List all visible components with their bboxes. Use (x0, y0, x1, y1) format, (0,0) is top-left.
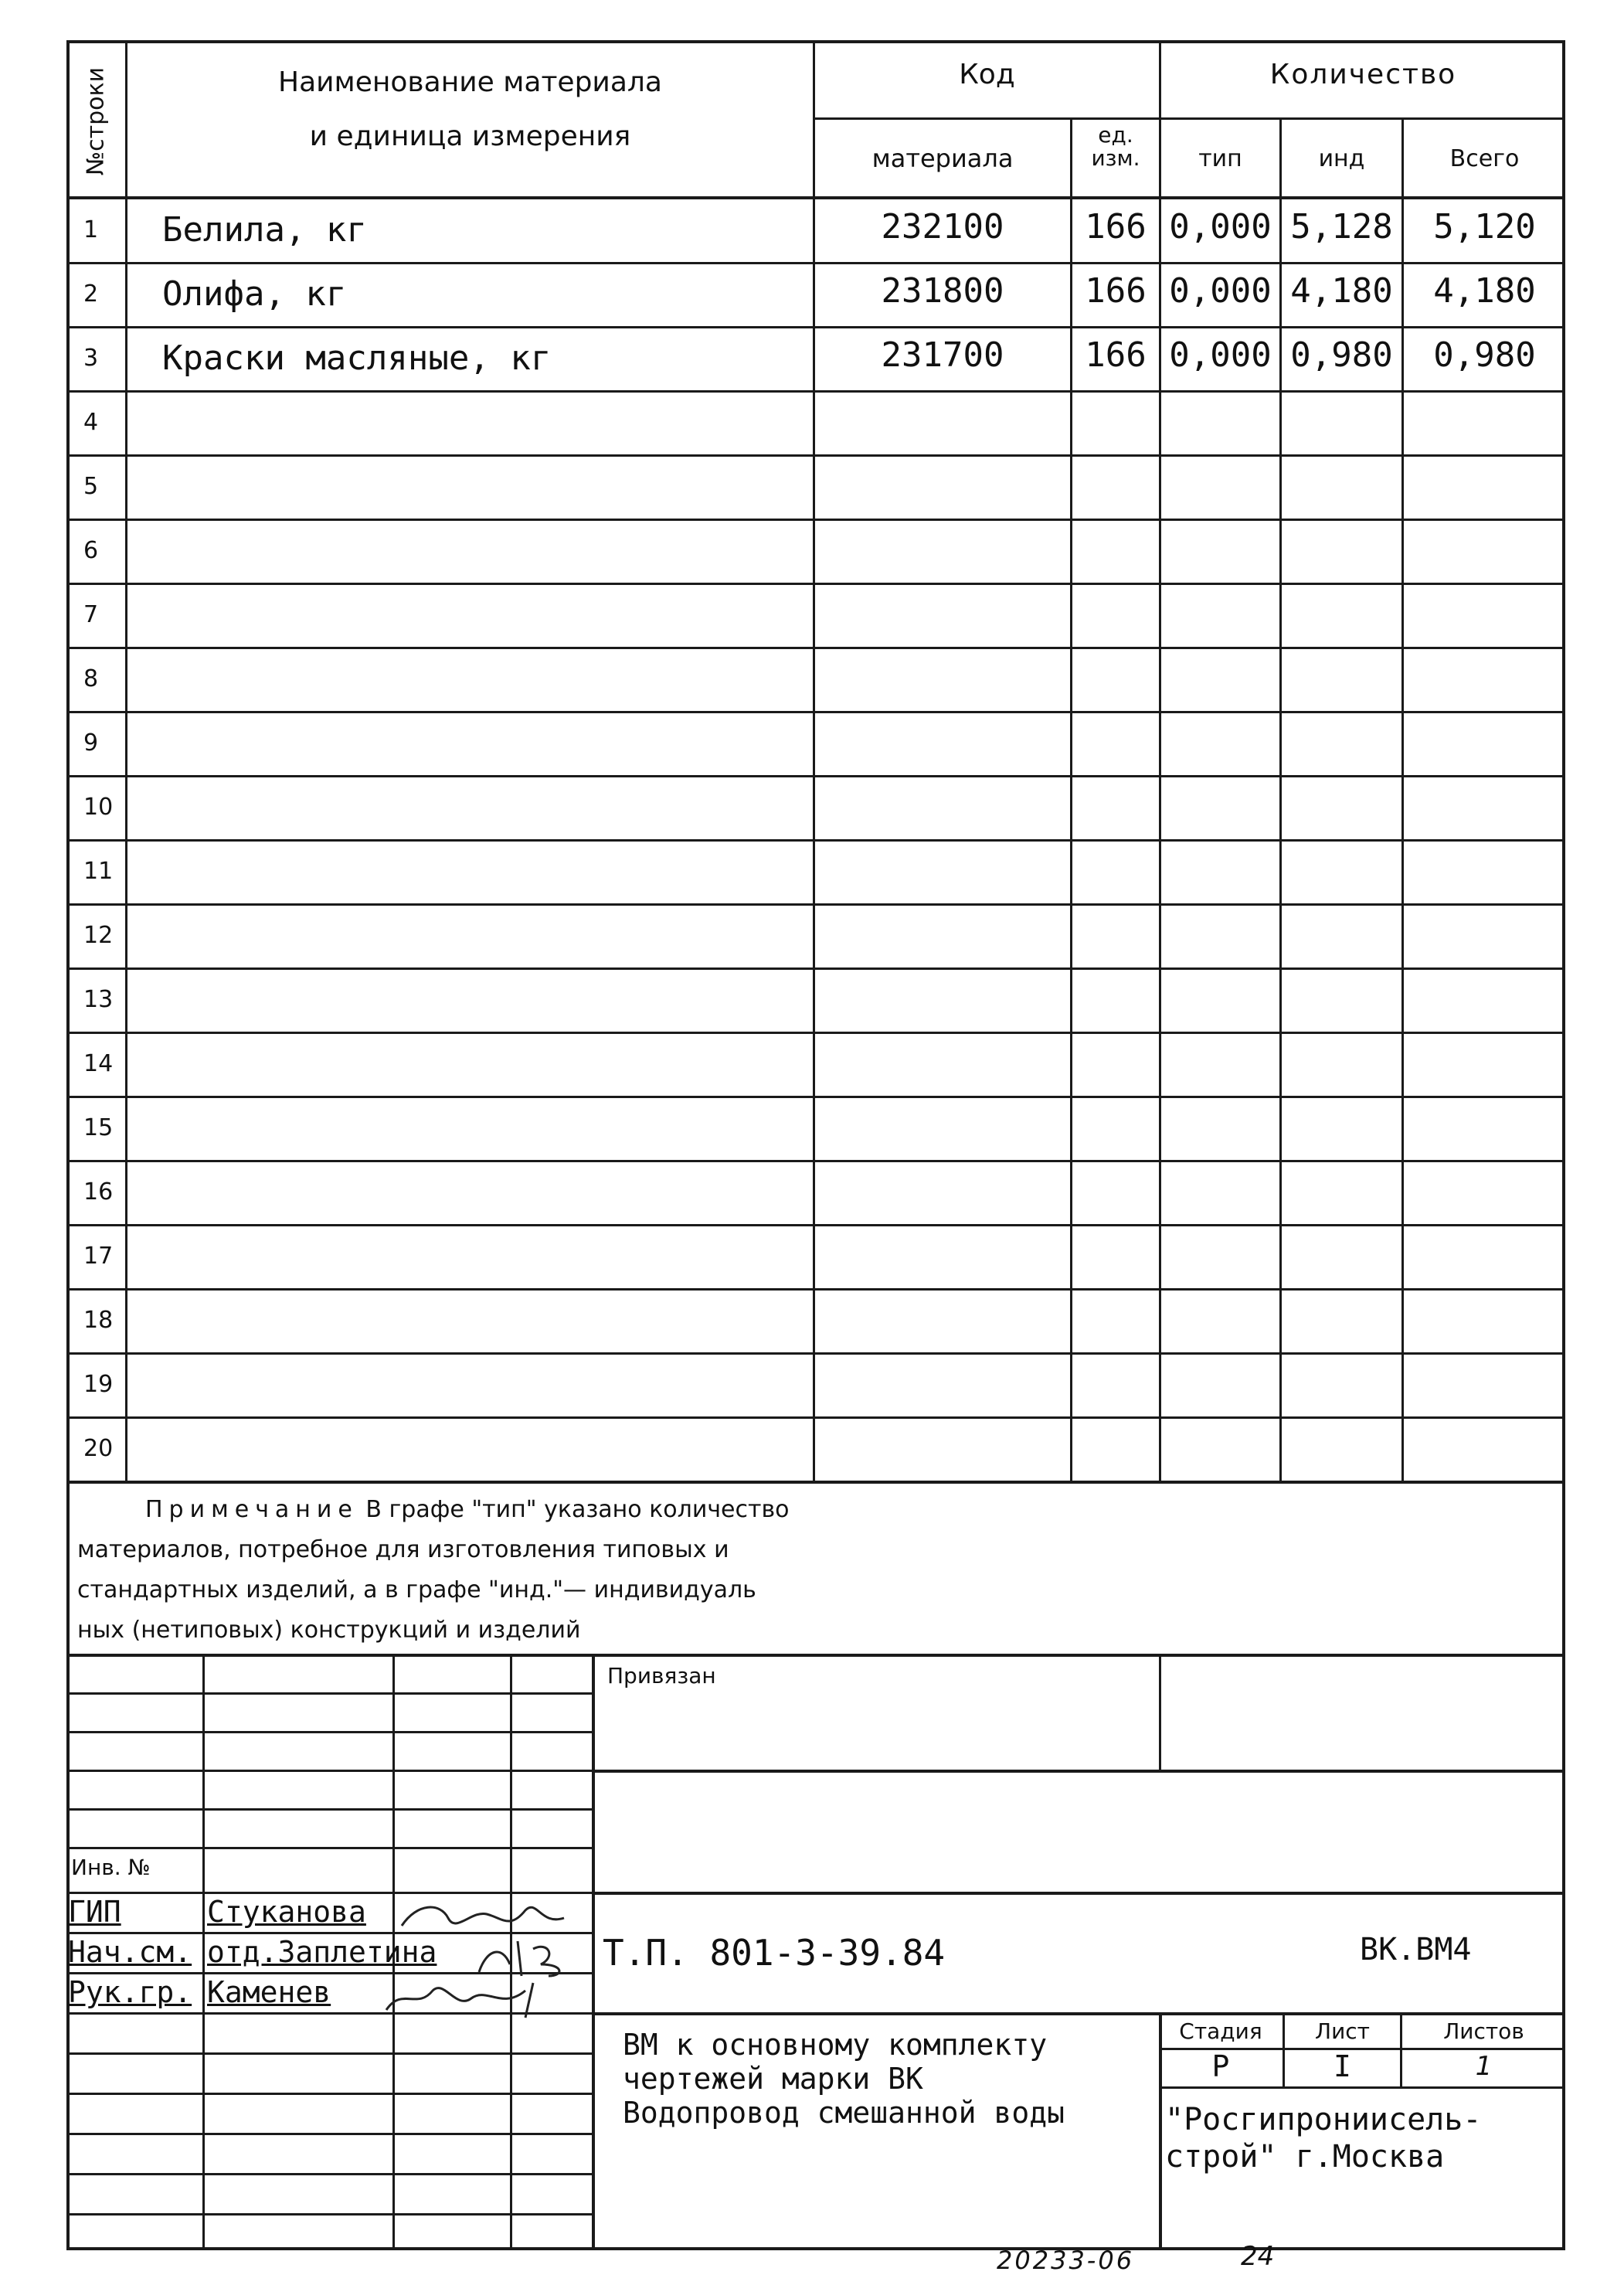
page-number: 24 (1241, 2241, 1275, 2272)
sheet-label: Лист (1315, 2018, 1370, 2044)
unit-code: 166 (1085, 271, 1147, 311)
note-line2: материалов, потребное для изготовления типовых и (77, 1536, 729, 1563)
row-number: 3 (83, 345, 99, 372)
unit-code: 166 (1085, 207, 1147, 247)
quantity-ind: 4,180 (1290, 271, 1393, 311)
quantity-ind: 5,128 (1290, 207, 1393, 247)
attached-label: Привязан (607, 1663, 716, 1688)
role-label: Рук.гр. (68, 1975, 192, 2009)
person-name: Стуканова (207, 1895, 366, 1929)
row-number: 17 (83, 1243, 114, 1270)
row-number: 19 (83, 1371, 114, 1398)
description-line2: чертежей марки ВК (623, 2062, 923, 2096)
header-code-material: материала (871, 144, 1014, 173)
organization-line1: "Росгипрониисель- (1165, 2102, 1482, 2137)
row-number: 18 (83, 1307, 114, 1334)
header-quantity-ind: инд (1318, 145, 1365, 172)
row-number: 12 (83, 922, 114, 949)
archive-number: 20233-06 (997, 2246, 1135, 2275)
unit-code: 166 (1085, 335, 1147, 375)
row-number: 16 (83, 1178, 114, 1206)
row-number: 6 (83, 537, 99, 564)
material-code: 231700 (881, 335, 1004, 375)
material-name: Краски масляные, кг (162, 338, 552, 378)
header-quantity-type: тип (1198, 145, 1242, 172)
sheets-value: 1 (1475, 2051, 1493, 2082)
row-number: 14 (83, 1050, 114, 1077)
document-number: Т.П. 801-3-39.84 (603, 1932, 946, 1974)
role-label: ГИП (68, 1895, 121, 1929)
quantity-total: 4,180 (1433, 271, 1536, 311)
person-name: отд.Заплетина (207, 1935, 437, 1969)
document-mark: ВК.ВМ4 (1360, 1932, 1472, 1967)
description-line1: ВМ к основному комплекту (623, 2028, 1048, 2062)
row-number: 5 (83, 473, 99, 500)
material-name: Белила, кг (162, 210, 367, 250)
role-label: Нач.см. (68, 1935, 192, 1969)
sheets-label: Листов (1443, 2018, 1524, 2044)
row-number: 11 (83, 858, 114, 885)
quantity-type: 0,000 (1169, 335, 1272, 375)
signature-zapletina (464, 1933, 603, 1980)
stage-value: Р (1211, 2049, 1230, 2083)
row-number: 15 (83, 1114, 114, 1141)
row-number: 4 (83, 409, 99, 436)
row-number: 20 (83, 1435, 114, 1462)
inventory-label: Инв. № (71, 1855, 151, 1880)
header-material-name-line2: и единица измерения (309, 121, 631, 152)
quantity-total: 0,980 (1433, 335, 1536, 375)
note-label: Примечание (145, 1496, 358, 1523)
note-line3: стандартных изделий, а в графе "инд."— индивидуаль (77, 1576, 756, 1603)
note-line1: В графе "тип" указано количество (365, 1496, 790, 1523)
row-number: 9 (83, 729, 99, 757)
row-number: 13 (83, 986, 114, 1013)
signature-kamenev (371, 1975, 572, 2022)
material-code: 232100 (881, 207, 1004, 247)
row-number: 10 (83, 794, 114, 821)
quantity-type: 0,000 (1169, 271, 1272, 311)
row-number: 7 (83, 601, 99, 628)
header-row-number: №строки (82, 66, 110, 176)
stage-label: Стадия (1179, 2018, 1262, 2044)
description-line3: Водопровод смешанной воды (623, 2096, 1065, 2130)
header-quantity-total: Всего (1449, 145, 1520, 172)
sheet-value: I (1334, 2049, 1351, 2083)
header-quantity-group: Количество (1269, 59, 1457, 90)
header-code-unit: ед. изм. (1091, 122, 1140, 171)
material-code: 231800 (881, 271, 1004, 311)
header-code-group: Код (959, 59, 1015, 90)
organization-line2: строй" г.Москва (1165, 2139, 1445, 2175)
quantity-total: 5,120 (1433, 207, 1536, 247)
quantity-type: 0,000 (1169, 207, 1272, 247)
material-name: Олифа, кг (162, 274, 347, 314)
row-number: 2 (83, 281, 99, 308)
header-material-name-line1: Наименование материала (278, 66, 662, 98)
row-number: 8 (83, 665, 99, 692)
quantity-ind: 0,980 (1290, 335, 1393, 375)
person-name: Каменев (207, 1975, 331, 2009)
row-number: 1 (83, 216, 99, 243)
note-line4: ных (нетиповых) конструкций и изделий (77, 1617, 581, 1644)
